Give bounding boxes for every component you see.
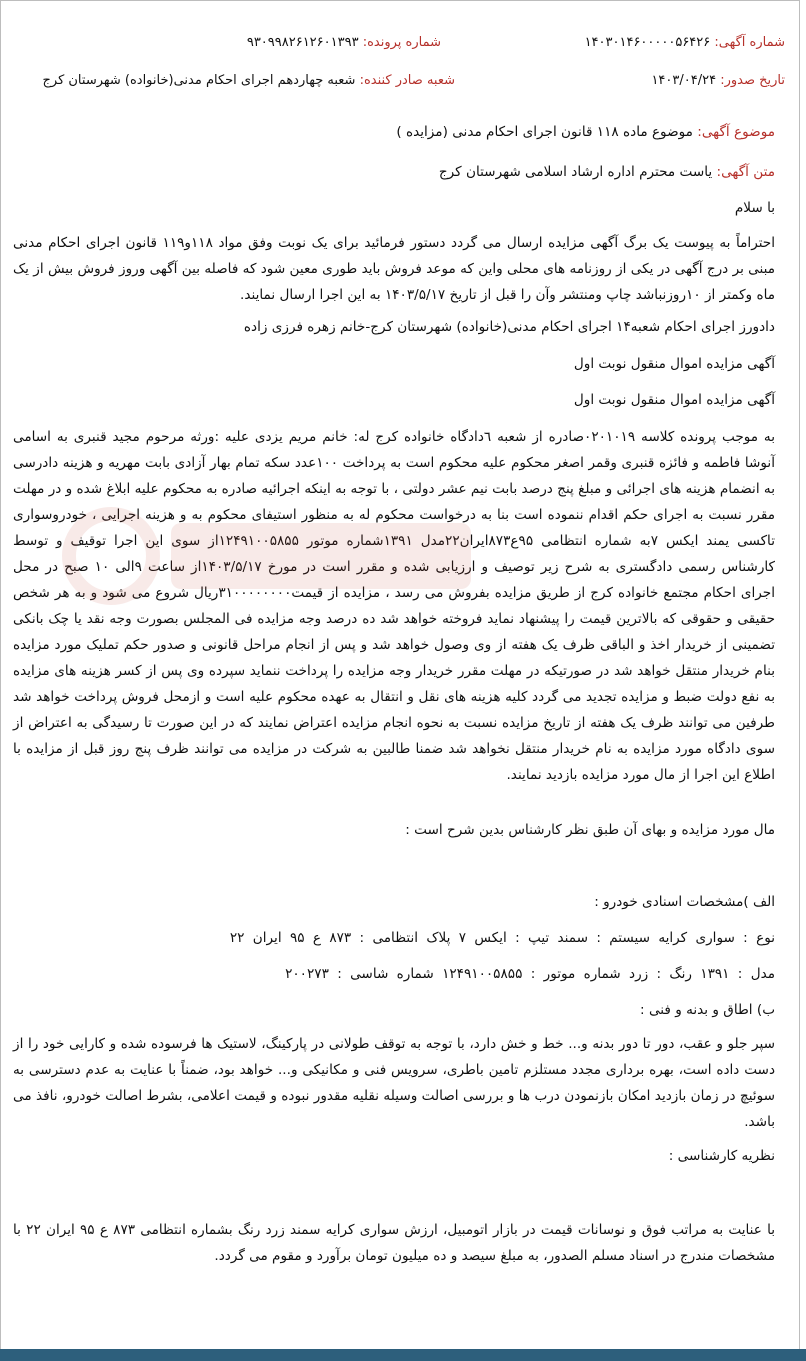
ad-number-label: شماره آگهی: [714, 35, 785, 50]
body-intro-label: متن آگهی: [716, 164, 775, 180]
vehicle-line-2: مدل : ۱۳۹۱ رنگ : زرد شماره موتور : ۱۲۴۹۱۰۰۵۸۵۵ شماره شاسی : ۲۰۰۲۷۳ [285, 966, 775, 982]
paragraph-request: احتراماً به پیوست یک برگ آگهی مزایده ارسال می گردد دستور فرمائید برای یک نوبت وفق مواد ۱۱۸و۱۱۹ قانون اجرای احکام مدنی مبنی بر درج آگهی در یکی از روزنامه های محلی واین که موعد فروش باید طوری معین شود که فاصله بین آگهی وروز فروش بیش از یک ماه وکمتر از ۱۰روزنباشد چاپ ومنتشر وآن را قبل از تاریخ ۱۴۰۳/۵/۱۷ به این اجرا ارسال نمایند. [13, 235, 775, 303]
paragraph-auction-details: به موجب پرونده کلاسه ۰۲۰۱۰۱۹صادره از شعبه ٦دادگاه خانواده کرج له: خانم مریم یزدی علیه :ورثه مرحوم مجید قنبری به اسامی آنوشا فاطمه و فائزه قنبری وقمر اصغر محکوم علیه محکوم است به پرداخت ۱۰۰عدد سکه تمام بهار آزادی بابت مهریه و هزینه دادرسی به انضمام هزینه های اجرائی و مبلغ پنج درصد بابت نیم عشر دولتی ، با توجه به اینکه اجرائیه صادره به محکوم علیه ابلاغ شده و در مهلت مقرر نسبت به اجرای حکم اقدام ننموده است بنا به درخواست محکوم له به منظور استیفای محکوم به و هزینه اجرایی ، خودروسواری تاکسی یمند ایکس ۷به شماره انتظامی ۹۵ع۸۷۳ایران۲۲مدل ۱۳۹۱شماره موتور ۱۲۴۹۱۰۰۵۸۵۵از سوی این اجرا توقیف و توسط کارشناس رسمی دادگستری به شرح زیر توصیف و ارزیابی شده و مقرر است در مورخ ۱۴۰۳/۵/۱۷از ساعت ۹الی ۱۰ صبح در محل اجرای احکام مجتمع خانواده کرج از طریق مزایده بفروش می رسد ، مزایده از قیمت۳۱۰۰۰۰۰۰۰۰ریال شروع می شود و به هر شخص حقیقی و حقوقی که بالاترین قیمت را پیشنهاد نماید فروخته خواهد شد ده درصد وجه مزایده فی المجلس بصورت وجه نقد یا چک بانکی تضمینی از خریدار اخذ و الباقی ظرف یک هفته از وی وصول خواهد شد و پس از انجام مراحل قانونی و صدور حکم تملیک مورد مزایده بنام خریدار منتقل خواهد شد در صورتیکه در مهلت مقرر خریدار وجه مزایده را پرداخت ننماید سپرده وی پس از کسر هزینه های مزایده به نفع دولت ضبط و مزایده تجدید می گردد کلیه هزینه های نقل و انتقال به عهده محکوم علیه است و ازمحل فروش پرداخت خواهد شد طرفین می توانند ظرف یک هفته از تاریخ مزایده نسبت به نحوه انجام مزایده اعتراض نمایند که در این صورت تا رسیدگی به اعتراض از سوی دادگاه مورد مزایده به نام خریدار منتقل نخواهد شد ضمنا طالبین به شرکت در مزایده می توانند ظرف پنج روز قبل از مزایده با اطلاع این اجرا از مال مورد مزایده بازدید نمایند. [13, 429, 776, 783]
auction-title-2: آگهی مزایده اموال منقول نوبت اول [573, 392, 775, 408]
paragraph-valuation: با عنایت به مراتب فوق و نوسانات قیمت در بازار اتومبیل، ارزش سواری کرایه سمند زرد رنگ بشماره انتظامی ۸۷۳ ع ۹۵ ایران ۲۲ با مشخصات مندرج در اسناد مسلم الصدور، به مبلغ سیصد و ده میلیون تومان برآورد و مقوم می گردد. [13, 1222, 775, 1264]
body-intro-text: یاست محترم اداره ارشاد اسلامی شهرستان کرج [438, 164, 713, 180]
ad-number [585, 35, 785, 50]
bottom-bar [0, 1349, 806, 1361]
section-b-title: ب) اطاق و بدنه و فنی : [640, 1002, 775, 1018]
subject-line [13, 119, 775, 145]
expert-opinion-title: نظریه کارشناسی : [668, 1148, 775, 1164]
greeting: با سلام [734, 200, 775, 216]
issuer-value: شعبه چهاردهم اجرای احکام مدنی(خانواده) شهرستان کرج [42, 73, 356, 88]
issuer [43, 73, 456, 88]
case-number-label: شماره پرونده: [362, 35, 441, 50]
judge-line: دادورز اجرای احکام شعبه۱۴ اجرای احکام مدنی(خانواده) شهرستان کرج-خانم زهره فرزی زاده [243, 319, 775, 335]
ad-number-value: ۱۴۰۳۰۱۴۶۰۰۰۰۰۵۶۴۲۶ [584, 35, 711, 50]
issue-date-value: ۱۴۰۳/۰۴/۲۴ [651, 73, 717, 88]
subject-label: موضوع آگهی: [697, 124, 775, 140]
paragraph-condition: سپر جلو و عقب، دور تا دور بدنه و... خط و خش دارد، با توجه به توقف طولانی در پارکینگ، لاستیک ها فرسوده شده و کارایی خود را از دست داده است، بهره برداری مجدد مستلزم تامین باطری، سرویس فنی و مکانیکی و... خواهد بود، ضمناً با عنایت به عدم دسترسی به سوئیچ در زمان بازدید امکان بازنمودن درب ها و بررسی اصالت وسیله نقلیه مقدور نبوده و قیمت اعلامی، بشرط اصالت خودرو، نافذ می باشد. [13, 1036, 775, 1130]
issuer-label: شعبه صادر کننده: [359, 73, 455, 88]
body-intro-line [13, 159, 775, 185]
case-number [247, 35, 441, 50]
section-a-title: الف )مشخصات اسنادی خودرو : [594, 894, 775, 910]
expert-intro: مال مورد مزایده و بهای آن طبق نظر کارشناس بدین شرح است : [405, 822, 775, 838]
vehicle-line-1: نوع : سواری کرایه سیستم : سمند تیپ : ایکس ۷ پلاک انتظامی : ۸۷۳ ع ۹۵ ایران ۲۲ [229, 930, 775, 946]
auction-title-1: آگهی مزایده اموال منقول نوبت اول [573, 356, 775, 372]
issue-date-label: تاریخ صدور: [720, 73, 785, 88]
case-number-value: ۹۳۰۹۹۸۲۶۱۲۶۰۱۳۹۳ [246, 35, 359, 50]
subject-text: موضوع ماده ۱۱۸ قانون اجرای احکام مدنی (مزایده ) [396, 124, 693, 140]
issue-date [651, 73, 785, 88]
